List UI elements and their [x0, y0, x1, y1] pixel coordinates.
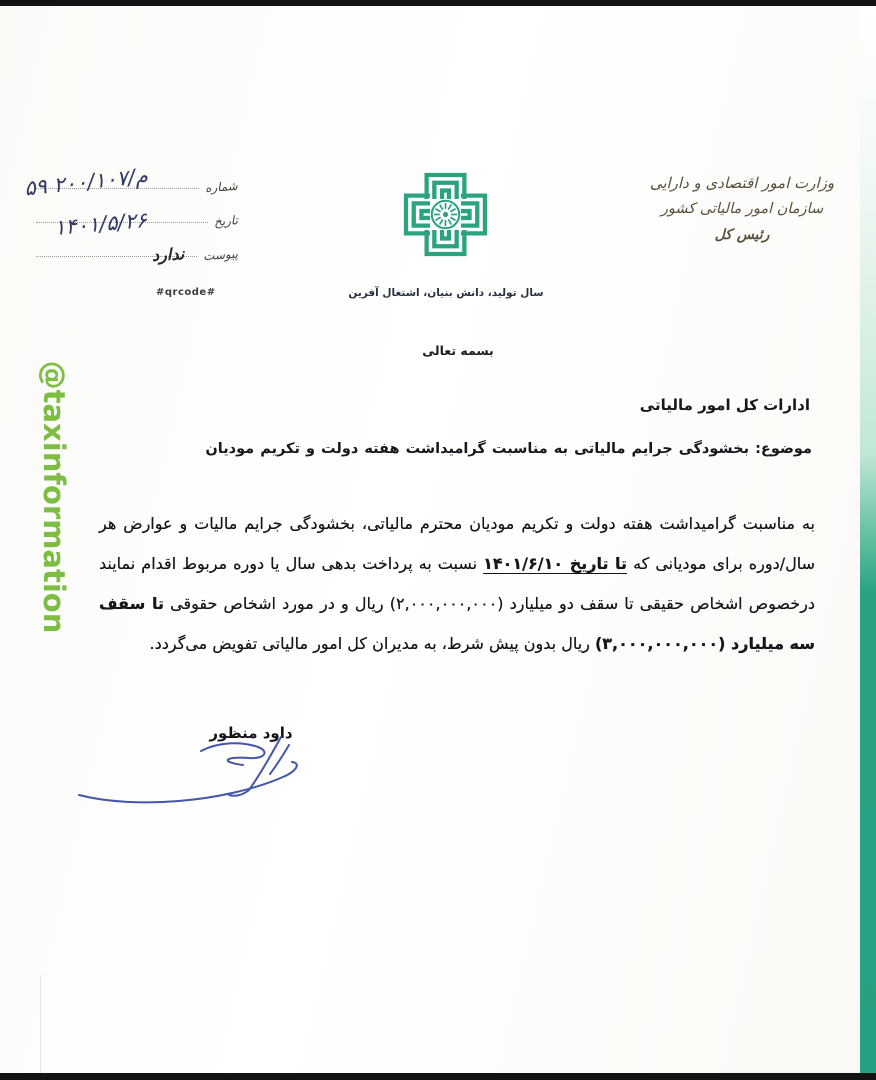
scan-fold-line — [40, 975, 41, 1073]
letter-body — [99, 504, 815, 664]
letterhead-right — [626, 174, 858, 243]
body-part-1: به مناسبت گرامیداشت هفته دولت و تکریم مودیان محترم مالیاتی، بخشودگی جرایم مالیات و عوارض هر سال/دوره برای مودیانی که — [99, 514, 816, 573]
office-title: رئیس کل — [714, 227, 770, 243]
attachment-label: پیوست — [202, 246, 239, 264]
inta-logo-icon — [394, 163, 497, 266]
ref-row-date — [30, 194, 239, 241]
ref-row-attachment — [30, 228, 239, 265]
addressee-line: ادارات کل امور مالیاتی — [639, 396, 810, 414]
year-slogan: سال تولید، دانش بنیان، اشتغال آفرین — [348, 287, 544, 299]
bottom-black-bar — [0, 1073, 876, 1080]
ref-row-number — [23, 160, 239, 201]
number-label: شماره — [204, 178, 239, 196]
subject-text: بخشودگی جرایم مالیاتی به مناسبت گرامیداشت هفته دولت و تکریم مودیان — [205, 441, 756, 457]
signer-name: داود منظور — [209, 724, 293, 742]
date-label: تاریخ — [213, 213, 239, 229]
besmele: بسمه تعالی — [422, 343, 494, 358]
attachment-handwritten-value: ندارد — [151, 244, 185, 265]
body-deadline-underlined: تا تاریخ ۱۴۰۱/۶/۱۰ — [483, 554, 628, 573]
taxinformation-watermark: @taxinformation — [37, 360, 71, 634]
qrcode-placeholder-text: #qrcode# — [156, 287, 216, 298]
signature-scribble-icon — [73, 733, 325, 809]
reference-block — [23, 160, 239, 265]
body-cap-bold: تا سقف سه میلیارد (۳,۰۰۰,۰۰۰,۰۰۰) — [99, 594, 815, 653]
body-part-3: ریال بدون پیش شرط، به مدیران کل امور مالیاتی تفویض می‌گردد. — [149, 634, 595, 653]
right-edge-gradient-strip — [860, 6, 876, 1073]
top-black-bar — [0, 0, 876, 6]
number-handwritten-value: م/۲۰۰/۱۰۷ ۵۹ — [23, 163, 150, 201]
date-handwritten-value: ۱۴۰۱/۵/۲۶ — [53, 207, 148, 241]
organization-name: سازمان امور مالیاتی کشور — [660, 201, 824, 217]
subject-label: موضوع: — [755, 441, 812, 457]
body-part-2: نسبت به پرداخت بدهی سال یا دوره مربوط اقدام نمایند درخصوص اشخاص حقیقی تا سقف دو میلیارد (۲,۰۰۰,۰۰۰,۰۰۰) ریال و در مورد اشخاص حقوقی — [99, 554, 816, 613]
subject-line — [82, 441, 812, 457]
ministry-name: وزارت امور اقتصادی و دارایی — [649, 174, 835, 192]
